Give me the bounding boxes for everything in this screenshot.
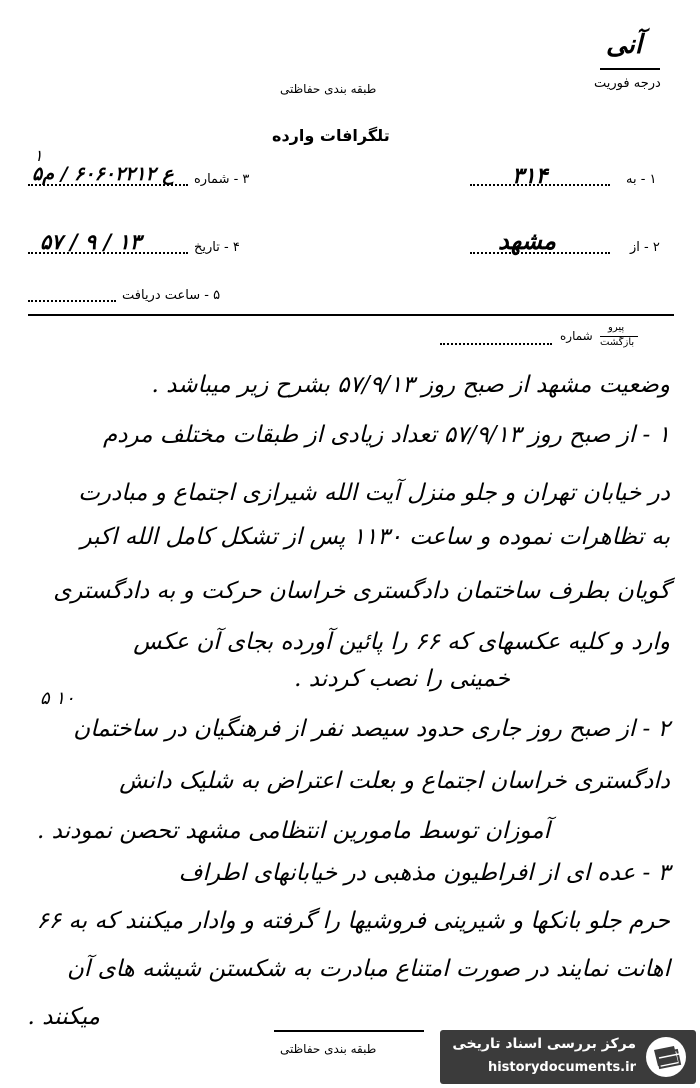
- body-line: وضعیت مشهد از صبح روز ۵۷/۹/۱۳ بشرح زیر میباشد .: [151, 372, 670, 398]
- body-line: گویان بطرف ساختمان دادگستری خراسان حرکت و به دادگستری: [53, 578, 670, 604]
- field-date-label: ۴ - تاریخ: [194, 240, 240, 255]
- field-time-label: ۵ - ساعت دریافت: [122, 288, 221, 303]
- reference-number-dots: [440, 343, 552, 345]
- body-line: حرم جلو بانکها و شیرینی فروشیها را گرفته و وادار میکنند که به ۶۶: [36, 908, 670, 934]
- body-line: ۱ - از صبح روز ۵۷/۹/۱۳ تعداد زیادی از طبقات مختلف مردم: [103, 422, 670, 448]
- body-line: وارد و کلیه عکسهای که ۶۶ را پائین آورده بجای آن عکس: [133, 629, 670, 655]
- body-line: اهانت نمایند در صورت امتناع مبادرت به شکستن شیشه های آن: [66, 956, 670, 982]
- body-line: آموزان توسط مامورین انتظامی مشهد تحصن نمودند .: [36, 818, 550, 844]
- body-line: ۳ - عده ای از افراطیون مذهبی در خیابانهای اطراف: [178, 860, 670, 886]
- document-stack-logo-icon: [644, 1035, 688, 1079]
- field-number-label: ۳ - شماره: [194, 172, 250, 187]
- margin-mark-top: ۱: [34, 146, 43, 165]
- footer-rule: [274, 1030, 424, 1032]
- field-number-value: ع ۶۰۶۰۲۲۱۲ / م۵: [32, 163, 174, 185]
- body-line: ۲ - از صبح روز جاری حدود سیصد نفر از فرهنگیان در ساختمان: [73, 716, 670, 742]
- body-line: به تظاهرات نموده و ساعت ۱۱۳۰ پس از تشکل کامل الله اکبر: [80, 524, 670, 550]
- margin-mark-body: ۱۰ ۵: [40, 688, 75, 709]
- field-time-dots: [28, 300, 116, 302]
- priority-label: درجه فوریت: [594, 76, 661, 91]
- reference-number-label: شماره: [560, 329, 593, 343]
- header-divider: [28, 314, 674, 316]
- field-from-value: مشهد: [498, 226, 556, 255]
- field-from-label: ۲ - از: [630, 240, 660, 255]
- watermark: [440, 1030, 696, 1084]
- classification-label-bottom: طبقه بندی حفاظتی: [280, 1042, 377, 1056]
- priority-stamp-underline: [600, 68, 660, 70]
- classification-label-top: طبقه بندی حفاظتی: [280, 82, 377, 96]
- body-line: خمینی را نصب کردند .: [294, 666, 510, 692]
- watermark-text-en: historydocuments.ir: [487, 1060, 636, 1075]
- body-line: در خیابان تهران و جلو منزل آیت الله شیرازی اجتماع و مبادرت: [78, 480, 670, 506]
- document-title: تلگرافات وارده: [272, 126, 390, 145]
- body-line: دادگستری خراسان اجتماع و بعلت اعتراض به شلیک دانش: [119, 768, 670, 794]
- field-to-value: ۳۱۴: [512, 163, 548, 189]
- watermark-text-fa: مرکز بررسی اسناد تاریخی: [452, 1036, 636, 1052]
- reference-label-bottom: بازگشت: [600, 337, 635, 348]
- field-date-value: ۱۳ / ۹ / ۵۷: [40, 229, 141, 254]
- reference-label-top: پیرو: [608, 322, 625, 333]
- field-to-label: ۱ - به: [626, 172, 657, 187]
- priority-stamp: آنی: [606, 30, 643, 60]
- body-line: میکنند .: [27, 1004, 100, 1030]
